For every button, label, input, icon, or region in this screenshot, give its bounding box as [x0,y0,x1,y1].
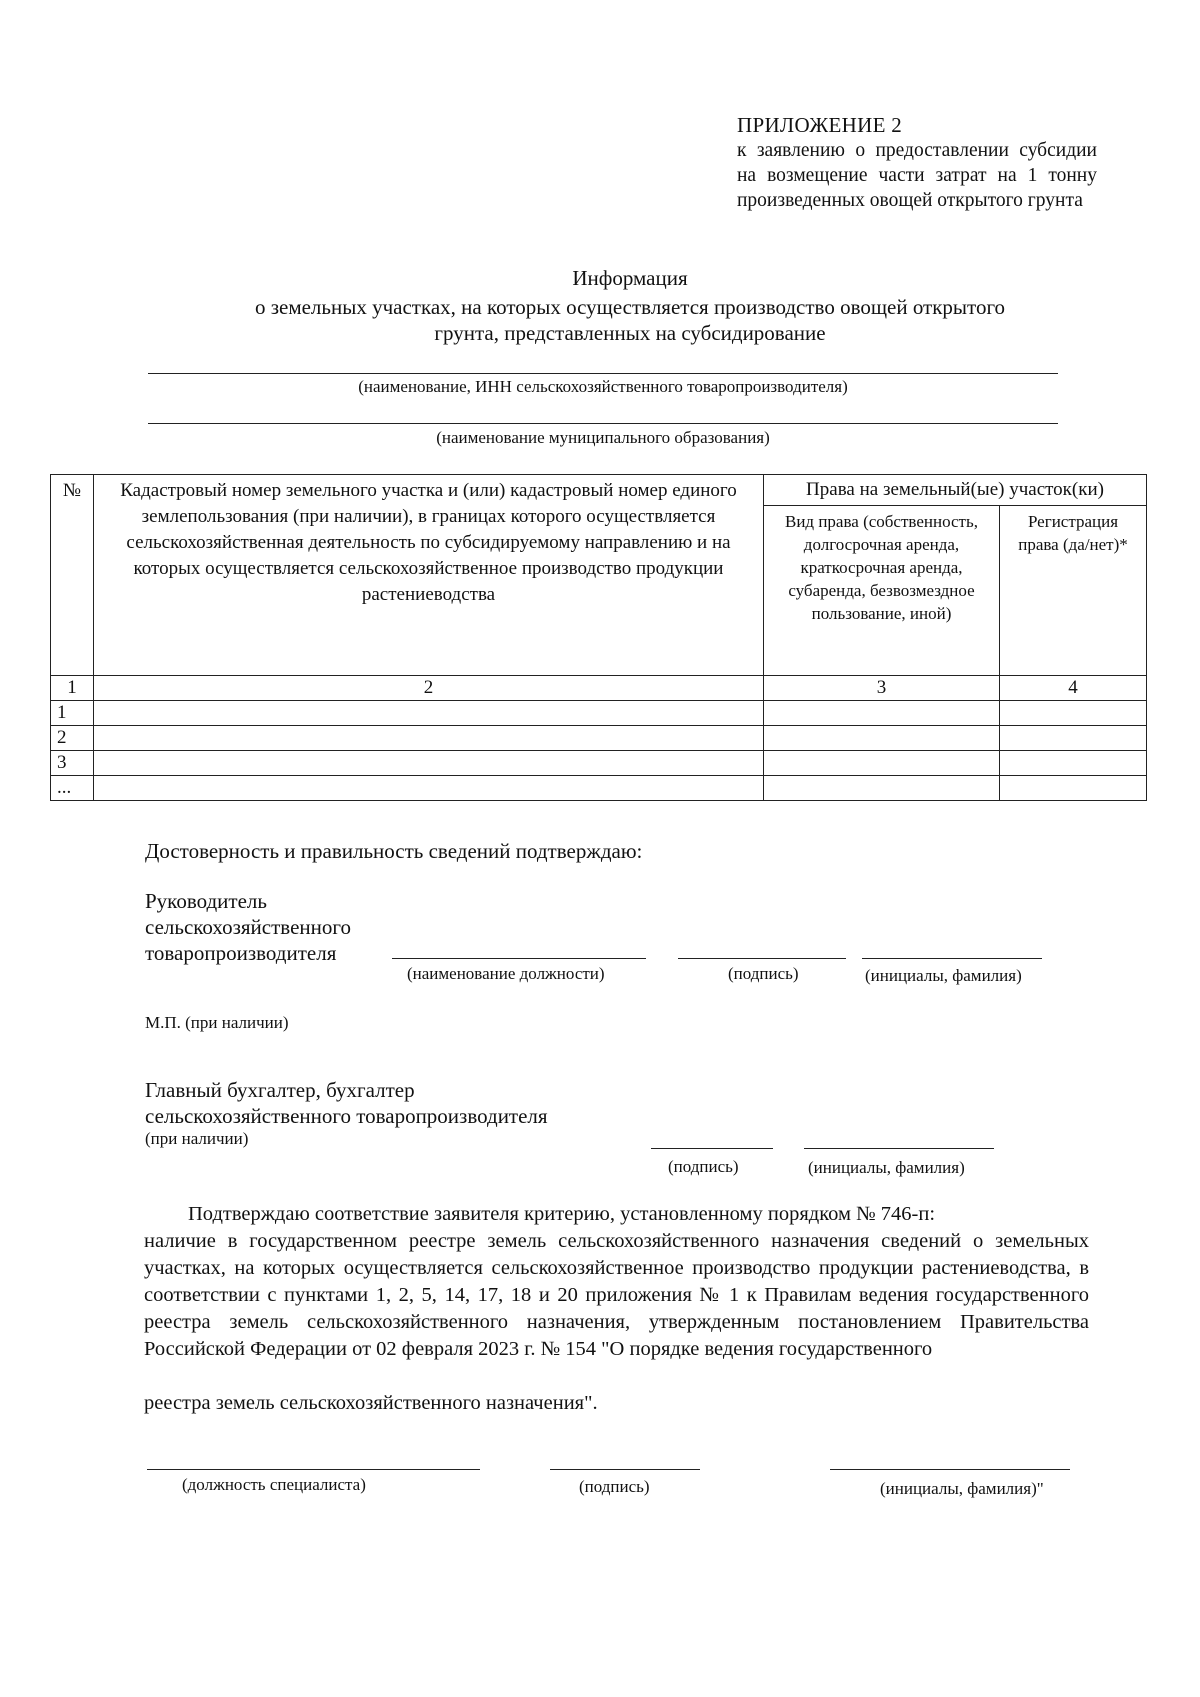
header-number: № [51,475,94,676]
col-number-2: 2 [94,676,764,701]
criterion-body: наличие в государственном реестре земель сельскохозяйственного назначения сведений о земельных участках, на которых осуществляется сельскохозяйственное производство продукции растениеводства, в соответствии с пунктами 1, 2, 5, 14, 17, 18 и 20 приложения № 1 к Правилам ведения государственного реестра земель сельскохозяйственного назначения, утвержденным постановлением Правительства Российской Федерации от 02 февраля 2023 г. № 154 "О порядке ведения государственного [144,1230,1089,1360]
registration-cell[interactable] [1000,701,1147,726]
producer-caption: (наименование, ИНН сельскохозяйственного товаропроизводителя) [358,377,848,396]
accountant-label-line-1: Главный бухгалтер, бухгалтер [145,1078,415,1102]
signature-line[interactable] [678,958,846,959]
col-number-3: 3 [764,676,1000,701]
specialist-name-line[interactable] [830,1469,1070,1470]
land-plots-table [50,474,1147,801]
table-row [51,776,1147,801]
appendix-title: ПРИЛОЖЕНИЕ 2 [737,113,903,137]
municipality-underline [148,423,1058,424]
accountant-name-line[interactable] [804,1148,994,1149]
table-row [51,726,1147,751]
head-label-line-3: товаропроизводителя [145,941,337,965]
cadastral-cell[interactable] [94,751,764,776]
right-type-cell[interactable] [764,701,1000,726]
right-type-cell[interactable] [764,751,1000,776]
document-title: Информация [572,266,688,290]
cadastral-cell[interactable] [94,726,764,751]
header-right-type: Вид права (собственность, долгосрочная аренда, краткосрочная аренда, субаренда, безвозмездное пользование, иной) [764,506,1000,676]
municipality-caption: (наименование муниципального образования) [436,428,770,447]
producer-underline [148,373,1058,374]
document-subtitle-line-1: о земельных участках, на которых осуществляется производство овощей открытого [254,295,1006,319]
head-label-line-2: сельскохозяйственного [145,915,351,939]
table-row [51,751,1147,776]
specialist-position-caption: (должность специалиста) [182,1475,366,1494]
accountant-name-caption: (инициалы, фамилия) [808,1158,965,1177]
table-row [51,701,1147,726]
row-number: 2 [51,726,94,751]
row-number: 1 [51,701,94,726]
specialist-position-line[interactable] [147,1469,480,1470]
accountant-label-line-2: сельскохозяйственного товаропроизводителя [145,1104,548,1128]
signature-caption: (подпись) [728,964,799,983]
header-cadastral: Кадастровый номер земельного участка и (или) кадастровый номер единого землепользования (при наличии), в границах которого осуществляется сельскохозяйственная деятельность по субсидируемому направлению и на которых осуществляется сельскохозяйственное производство продукции растениеводства [94,475,764,676]
name-line[interactable] [862,958,1042,959]
position-caption: (наименование должности) [407,964,605,983]
accountant-signature-caption: (подпись) [668,1157,739,1176]
stamp-note: М.П. (при наличии) [145,1013,289,1032]
accountant-signature-line[interactable] [651,1148,773,1149]
registration-cell[interactable] [1000,751,1147,776]
right-type-cell[interactable] [764,726,1000,751]
head-label-line-1: Руководитель [145,889,267,913]
row-number: ... [51,776,94,801]
confirmation-statement: Достоверность и правильность сведений подтверждаю: [145,839,643,863]
accountant-label-line-3: (при наличии) [145,1129,249,1148]
registration-cell[interactable] [1000,776,1147,801]
criterion-last-line: реестра земель сельскохозяйственного назначения". [144,1392,598,1414]
col-number-4: 4 [1000,676,1147,701]
cadastral-cell[interactable] [94,776,764,801]
appendix-subtitle: к заявлению о предоставлении субсидии на возмещение части затрат на 1 тонну произведенных овощей открытого грунта [737,140,1097,211]
specialist-name-caption: (инициалы, фамилия)" [880,1479,1044,1498]
specialist-signature-line[interactable] [550,1469,700,1470]
right-type-cell[interactable] [764,776,1000,801]
document-subtitle-line-2: грунта, представленных на субсидирование [434,321,826,345]
criterion-first-line: Подтверждаю соответствие заявителя критерию, установленному порядком № 746-п: [188,1203,936,1225]
name-caption: (инициалы, фамилия) [865,966,1022,985]
row-number: 3 [51,751,94,776]
position-line[interactable] [392,958,646,959]
header-rights: Права на земельный(ые) участок(ки) [764,475,1147,506]
appendix-block [737,112,1097,213]
col-number-1: 1 [51,676,94,701]
cadastral-cell[interactable] [94,701,764,726]
specialist-signature-caption: (подпись) [579,1477,650,1496]
registration-cell[interactable] [1000,726,1147,751]
header-registration: Регистрация права (да/нет)* [1000,506,1147,676]
